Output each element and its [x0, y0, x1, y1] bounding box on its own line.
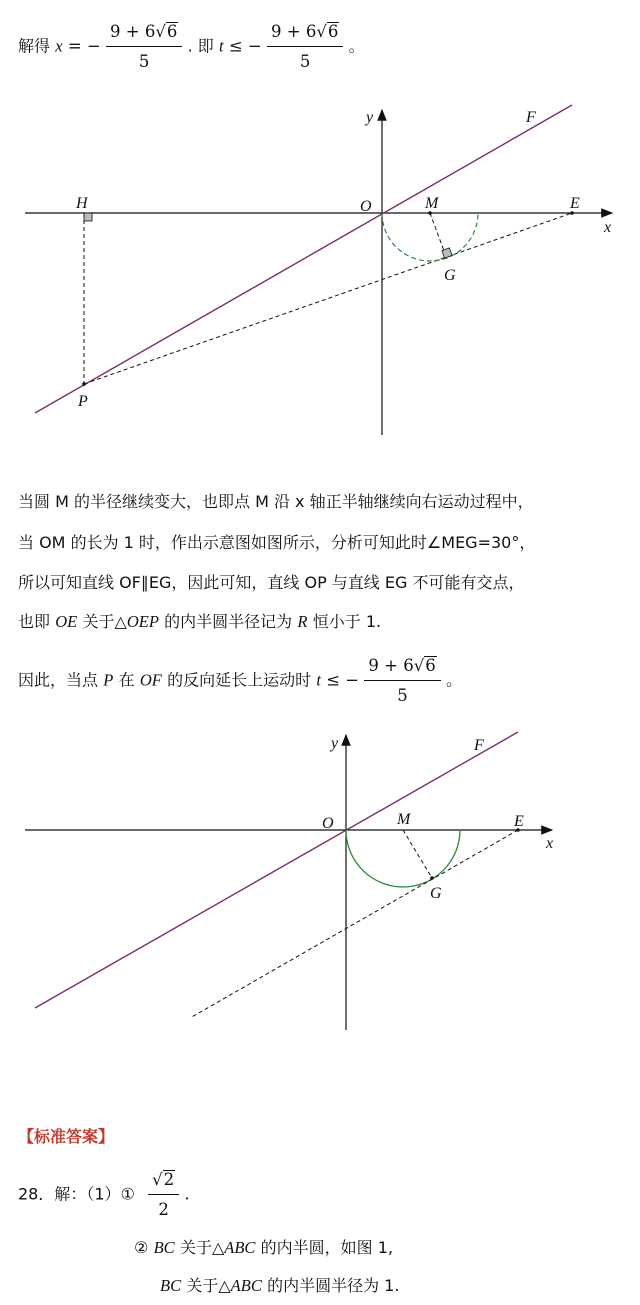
label-m: M — [425, 195, 439, 212]
label-x: x — [546, 835, 554, 852]
text: 恒小于 1. — [312, 612, 382, 631]
num-text: 9 + 6 — [110, 22, 156, 41]
numerator: √2 — [148, 1168, 179, 1195]
text: 的内半圆半径为 1. — [267, 1276, 400, 1295]
var-t: t — [316, 670, 321, 690]
dot: . — [184, 1184, 190, 1204]
fraction — [364, 654, 440, 708]
label-y: y — [366, 109, 374, 126]
label-f: F — [474, 737, 484, 754]
label-o: O — [322, 815, 334, 832]
denominator: 5 — [138, 52, 150, 71]
conclusion-line — [18, 654, 462, 708]
answer-line-1 — [18, 1168, 190, 1222]
answer-line-2 — [134, 1236, 393, 1260]
text: 在 — [118, 670, 135, 690]
answer-line-3 — [160, 1274, 399, 1298]
fraction — [106, 20, 182, 74]
point-g — [430, 876, 434, 880]
label-e: E — [514, 813, 524, 830]
question-label: 28．解：（1）① — [18, 1184, 135, 1204]
var-t: t — [219, 36, 224, 56]
var-r: R — [297, 612, 308, 631]
solution-line-1 — [18, 20, 365, 74]
le-minus: ≤ − — [326, 670, 360, 690]
label-g: G — [430, 885, 442, 902]
label-o: O — [360, 198, 372, 215]
circle-2: ② — [134, 1238, 149, 1257]
numerator: 9 + 6√6 — [106, 20, 182, 47]
line-of — [35, 105, 572, 413]
semicircle-m — [346, 830, 460, 887]
denominator: 2 — [158, 1200, 169, 1219]
label-x: x — [604, 219, 612, 236]
para-line-2: 当 OM 的长为 1 时，作出示意图如图所示，分析可知此时∠MEG=30°， — [18, 533, 536, 552]
radicand: 6 — [166, 22, 178, 41]
text: 因此，当点 — [18, 670, 99, 690]
text: 关于△ — [186, 1276, 231, 1295]
label-p: P — [78, 393, 88, 410]
var-abc: ABC — [230, 1276, 262, 1295]
label-e: E — [570, 195, 580, 212]
point-p — [82, 382, 86, 386]
label-m: M — [397, 811, 411, 828]
figure-1 — [0, 95, 640, 455]
line-of — [35, 732, 518, 1008]
denominator: 5 — [299, 52, 311, 71]
radicand: 2 — [163, 1170, 175, 1189]
le-minus: ≤ − — [228, 36, 262, 56]
var-abc: ABC — [224, 1238, 256, 1257]
text: 关于△ — [82, 612, 127, 631]
text: . 即 — [187, 36, 214, 56]
numerator: 9 + 6√6 — [267, 20, 343, 47]
num-text: 9 + 6 — [271, 22, 317, 41]
label-h: H — [76, 195, 88, 212]
denominator: 5 — [397, 686, 408, 705]
equals-minus: = − — [67, 36, 101, 56]
dashed-pe — [84, 213, 572, 384]
label-f: F — [526, 109, 536, 126]
text: 关于△ — [179, 1238, 225, 1257]
var-of: OF — [139, 670, 162, 690]
label-g: G — [444, 267, 456, 284]
right-angle-h — [84, 213, 92, 221]
numerator: 9 + 6√6 — [364, 654, 440, 681]
num-text: 9 + 6 — [368, 656, 414, 675]
text: 也即 — [18, 612, 51, 631]
fraction — [267, 20, 343, 74]
radicand: 6 — [327, 22, 339, 41]
label-y: y — [331, 735, 339, 752]
semicircle-m — [382, 213, 478, 261]
var-x: x — [55, 36, 63, 56]
text: 的内半圆，如图 1, — [260, 1238, 394, 1257]
var-oe: OE — [55, 612, 78, 631]
para-line-1: 当圆 M 的半径继续变大，也即点 M 沿 x 轴正半轴继续向右运动过程中， — [18, 492, 534, 511]
radicand: 6 — [425, 656, 436, 675]
para-line-4 — [18, 610, 381, 634]
text: 的反向延长上运动时 — [167, 670, 312, 690]
text: 的内半圆半径记为 — [164, 612, 293, 631]
para-line-3: 所以可知直线 OF∥EG，因此可知，直线 OP 与直线 EG 不可能有交点， — [18, 573, 525, 592]
var-bc: BC — [160, 1276, 182, 1295]
text: 。 — [445, 670, 462, 690]
var-p: P — [103, 670, 114, 690]
figure-2 — [0, 720, 640, 1050]
answer-heading: 【标准答案】 — [18, 1127, 115, 1146]
dashed-mg — [403, 830, 432, 878]
fraction-sqrt2-over-2 — [148, 1168, 179, 1222]
var-bc: BC — [153, 1238, 175, 1257]
text: 。 — [348, 36, 365, 56]
text: 解得 — [18, 36, 51, 56]
var-oep: OEP — [126, 612, 159, 631]
